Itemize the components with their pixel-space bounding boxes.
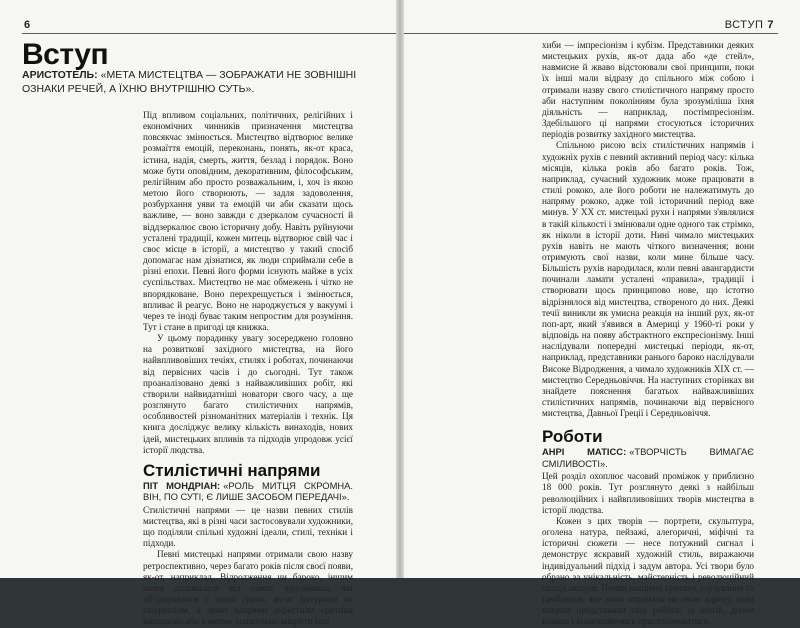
intro-epigraph [22,69,362,96]
running-header-right [725,19,774,31]
body-paragraph: Під впливом соціальних, політичних, релігійних і економічних чинників призначення мистецтва повсякчас змінюється. Мистецтво відтворює велике розмаїття емоцій, переконань, понять, як-от краса, істина, надія, смерть, життя, безлад і порядок. Воно може бути оповідним, декоративним, філософським, релігійним або просто розважальним, і, хоч із якою метою його створюють, — задля задоволення, розбурхання уяви та емоцій чи аби сказати щось важливе, — воно завжди є дзеркалом сучасності й віддзеркалює свою історичну добу. Навіть руйнуючи усталені традиції, кожен митець відтворює свій час і своє місце в історії, а мистецтво у такий спосіб допомагає нам дізнатися, як люди сприймали себе в різні епохи. Певні його форми існують майже в усіх суспільствах. Мистецтво не має обмежень і чітко не впорядковане. Воно перехрещується і змінюється, впливає й реагує. Воно не народжується у вакуумі і через те іноді буває таким непростим для розуміння. Тут і стане в пригоді ця книжка. [143,110,353,332]
left-body-column [143,110,353,628]
epigraph-author: ПІТ МОНДРІАН: [143,479,221,491]
works-heading: Роботи [542,427,603,447]
header-rule-right [404,33,778,34]
epigraph-text: «РОЛЬ МИТЦЯ СКРОМНА. ВІН, ПО СУТІ, Є ЛИШЕ ЗАСОБОМ ПЕРЕДАЧІ». [143,479,354,503]
page-number-right: 7 [767,19,774,31]
page-title: ВСТУП [724,19,764,31]
left-page [0,0,396,627]
epigraph-text: «ТВОРЧІСТЬ ВИМАГАЄ СМІЛИВОСТІ». [542,446,755,469]
body-paragraph: Певні мистецькі напрями отримали свою назву ретроспективно, через багато років після своєї появи, як-от, наприклад, Відродження чи бароко, іншим назва діставалася від самих художників, які об'єднувалися у певні групи, як-от футуризм чи сюрреалізм, а деякі напрями охрестили критики випадково або з метою дошкульно викрити їхні [143,549,353,627]
right-body-column [542,40,754,628]
body-paragraph: У цьому порадинку увагу зосереджено головно на розвитковї західного мистецтва, на його найвпливовіших течіях, стилях і роботах, починаючи від первісних часів і до сьогодні. Тут також проаналізовано деякі з найважливіших робіт, які створили найвидатніші новатори свого часу, а ще розглянуто багато стилістичних напрямів, особливостей різноманітних матеріалів і технік. Ця книга досліджує велику кількість винаходів, нових ідей, мистецьких впливів та підходів упродовж усієї історії людства. [143,333,353,455]
body-paragraph: Кожен з цих творів — портрети, скульптура, оголена натура, пейзажі, алегоричні, міфічні та історичні сюжети — несе потужний сигнал і демонструє яскравий художній стиль, виражаючи індивідуальний підхід і задум автора. Усі твори було обрано за унікальність, майстерність і революційний підхід авторів. Попри нищівну критику, глузування та гамблення, яке вони отримали на свою адресу, коли вперше представили свої роботи, ці митці, діючи інакше і відмовляючись пристосовуватися, [542,515,754,627]
works-epigraph [542,446,754,469]
right-page [404,0,800,627]
header-rule-left [22,33,396,34]
page-number-left: 6 [24,19,31,31]
epigraph-author: АРИСТОТЕЛЬ: [22,69,98,81]
book-gutter [396,0,404,578]
epigraph-author: АНРІ МАТІСС: [542,446,627,458]
intro-heading: Вступ [22,38,109,71]
styles-heading: Стилістичні напрями [143,460,321,480]
body-paragraph: Спільною рисою всіх стилістичних напрямів і художніх рухів є певний активний період часу: кілька місяців, кілька років або багато років. Тож, наприклад, сучасний художник може працювати в стилі рококо, але його роботи не належатимуть до напряму рококо, адже той історичний період вже минув. У XX ст. мистецькі рухи і напрями з'являлися в такій кількості і змінювали одне одного так стрімко, як ніколи в історії доти. Нині чимало мистецьких рухів навіть не мають чіткого визначення; вони отримують свої назви, коли мине більше часу. Більшість рухів народилася, коли певні авангардисти починали ламати усталені «правила», традиції і створювати щось принципово нове, що істотно відрізнялося від мистецтва, створеного до них. Деякі течії виникли як умисна реакція на інший рух, як-от поп-арт, який з'явився в Америці у 1960-ті роки у відповідь на появу абстрактного експресіонізму. Інші наслідували попередні мистецькі періоди, як-от, наприклад, представники ранього бароко наслідували Високе Відродження, а чимало художників XIX ст. — мистецтво Середньовіччя. На наступних сторінках ви знайдете пояснення багатьох найважливіших стилістичних напрямів, починаючи від первісного мистецтва, Давньої Греції і Середньовіччя. [542,140,754,419]
styles-epigraph [143,480,353,503]
body-paragraph: Стилістичні напрями — це назви певних стилів мистецтва, які в різні часи застосовували художники, що поділяли спільні художні ідеали, стилі, техніки і підходи. [143,504,353,549]
epigraph-text: «МЕТА МИСТЕЦТВА — ЗОБРАЖАТИ НЕ ЗОВНІШНІ ОЗНАКИ РЕЧЕЙ, А ЇХНЮ ВНУТРІШНЮ СУТЬ». [22,69,357,95]
body-paragraph: Цей розділ охоплює часовий проміжок у приблизно 18 000 років. Тут розглянуто деякі з найбільш революційних і найвпливовіших творів мистецтва в історії людства. [542,471,754,515]
body-paragraph: хиби — імпресіонізм і кубізм. Представники деяких мистецьких рухів, як-от дада або «де стейл», навмисне й жваво відстоювали свої принципи, поки їх інші мали відразу до спільного між собою і отримали назву свого стилістичного напряму просто аби наступним поколінням була зрозуміліша їхня діяльність — наприклад, постімпресіонізм. Здебільшого ці напрями стосуються історичних періодів розвитку західного мистецтва. [542,40,754,140]
